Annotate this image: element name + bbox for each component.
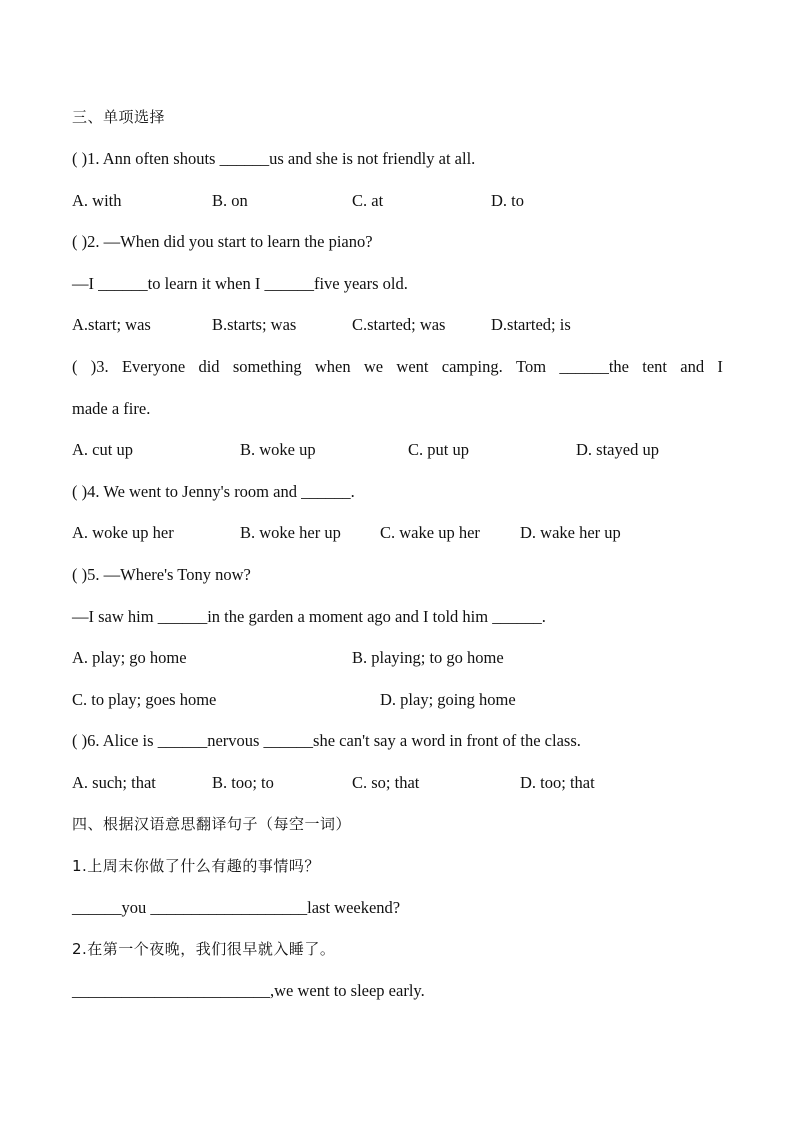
- q4-option-b: B. woke her up: [240, 523, 341, 542]
- q1-option-b: B. on: [212, 191, 248, 210]
- translation-1-prompt: 1.上周末你做了什么有趣的事情吗？: [72, 857, 320, 875]
- q1-option-c: C. at: [352, 191, 384, 210]
- q2-option-c: C.started; was: [352, 315, 446, 334]
- question-3-line-2: made a fire.: [72, 399, 151, 418]
- q5-option-a: A. play; go home: [72, 648, 187, 667]
- q1-option-a: A. with: [72, 191, 122, 210]
- q3-option-c: C. put up: [408, 440, 469, 459]
- q4-option-c: C. wake up her: [380, 523, 480, 542]
- q3-word: Everyone: [121, 357, 186, 376]
- translation-1-answer-line: ______you ___________________last weekend?: [72, 898, 401, 917]
- question-1-stem: ( )1. Ann often shouts ______us and she is not friendly at all.: [72, 149, 476, 168]
- q3-word: did: [198, 357, 220, 376]
- question-3-stem: [72, 357, 723, 377]
- q4-option-a: A. woke up her: [72, 523, 174, 542]
- q2-option-a: A.start; was: [72, 315, 151, 334]
- q3-word: we: [363, 357, 384, 376]
- q2-option-b: B.starts; was: [212, 315, 297, 334]
- q3-word: went: [396, 357, 429, 376]
- question-2-line-2: —I ______to learn it when I ______five years old.: [72, 274, 408, 293]
- q5-option-c: C. to play; goes home: [72, 690, 217, 709]
- q3-word: ______the: [559, 357, 629, 376]
- q3-word: something: [232, 357, 302, 376]
- question-2-stem: ( )2. —When did you start to learn the piano?: [72, 232, 373, 251]
- q3-word: camping.: [441, 357, 503, 376]
- q3-word: tent: [642, 357, 668, 376]
- q6-option-b: B. too; to: [212, 773, 274, 792]
- q3-word: (: [72, 357, 78, 376]
- translation-2-prompt: 2.在第一个夜晚，我们很早就入睡了。: [72, 940, 336, 958]
- question-5-line-2: —I saw him ______in the garden a moment ago and I told him ______.: [72, 607, 546, 626]
- q3-word: I: [717, 357, 723, 376]
- q3-option-d: D. stayed up: [576, 440, 659, 459]
- q3-word: and: [680, 357, 705, 376]
- q3-word: Tom: [516, 357, 547, 376]
- translation-2-answer-line: ________________________,we went to sleep early.: [72, 981, 425, 1000]
- q6-option-d: D. too; that: [520, 773, 595, 792]
- q5-option-b: B. playing; to go home: [352, 648, 504, 667]
- q6-option-c: C. so; that: [352, 773, 420, 792]
- q3-option-a: A. cut up: [72, 440, 133, 459]
- q3-word: )3.: [90, 357, 109, 376]
- question-6-stem: ( )6. Alice is ______nervous ______she can't say a word in front of the class.: [72, 731, 581, 750]
- question-5-stem: ( )5. —Where's Tony now?: [72, 565, 251, 584]
- q1-option-d: D. to: [491, 191, 524, 210]
- q3-option-b: B. woke up: [240, 440, 316, 459]
- q3-word: when: [314, 357, 351, 376]
- q6-option-a: A. such; that: [72, 773, 156, 792]
- q5-option-d: D. play; going home: [380, 690, 516, 709]
- q2-option-d: D.started; is: [491, 315, 571, 334]
- section-3-heading: 三、单项选择: [72, 108, 166, 126]
- section-4-heading: 四、根据汉语意思翻译句子（每空一词）: [72, 815, 352, 833]
- question-4-stem: ( )4. We went to Jenny's room and ______.: [72, 482, 355, 501]
- q4-option-d: D. wake her up: [520, 523, 621, 542]
